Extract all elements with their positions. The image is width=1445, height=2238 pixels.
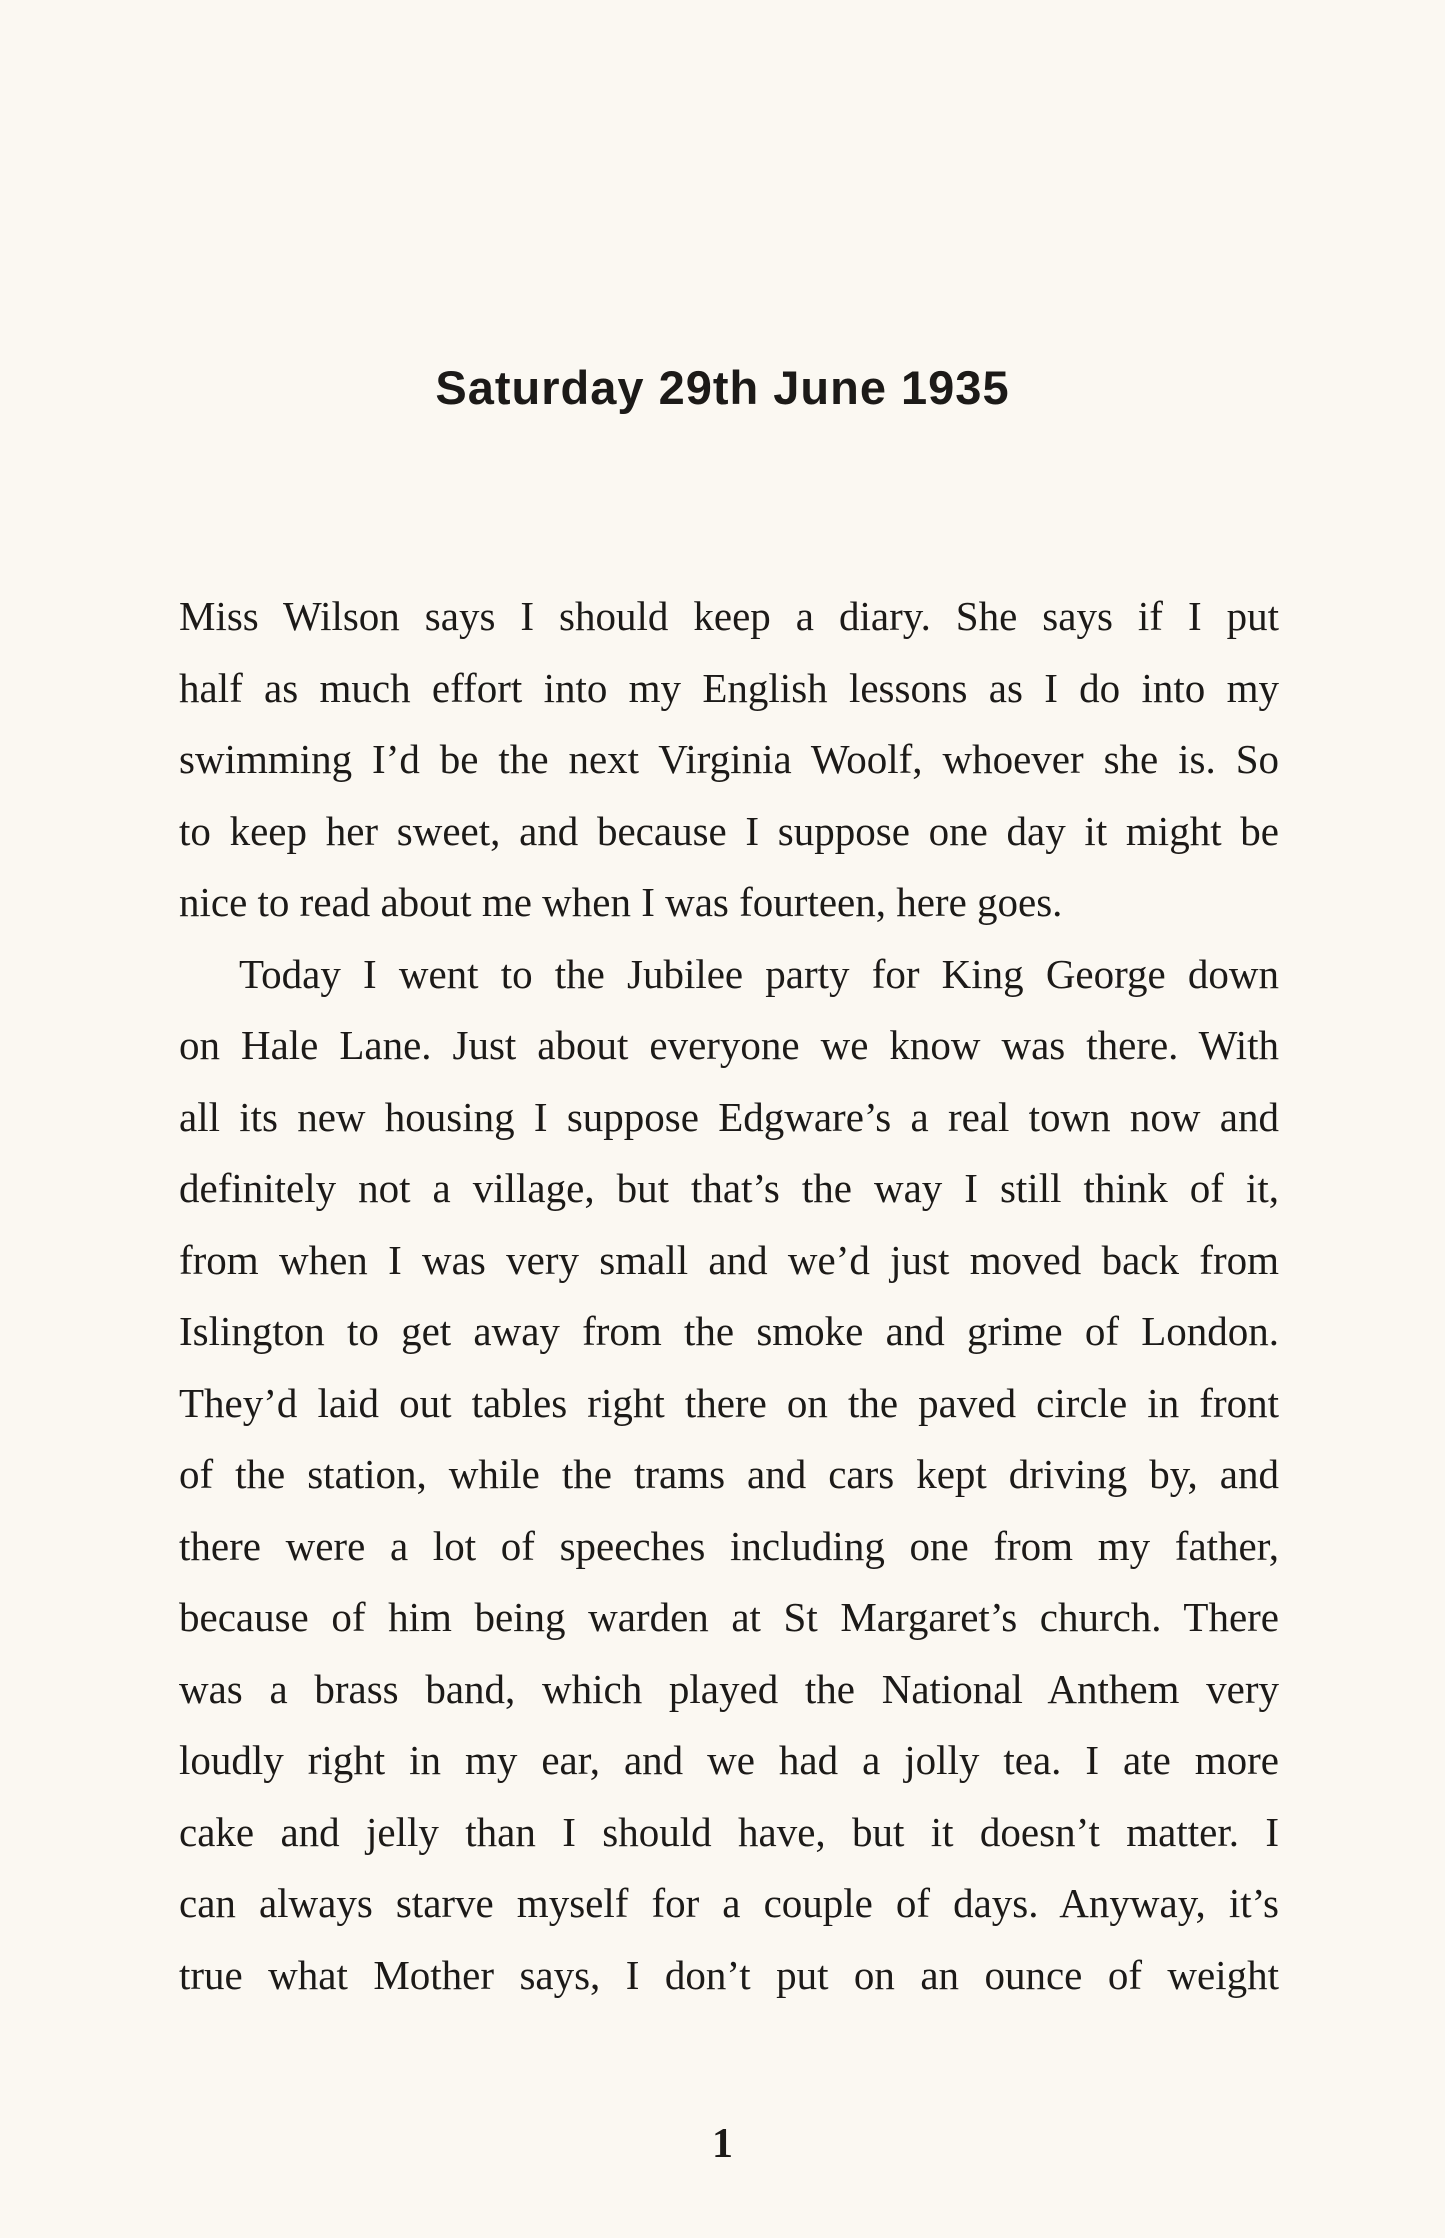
text-line: loudly right in my ear, and we had a jolly tea. I ate more [179, 1737, 1279, 1783]
text-line: there were a lot of speeches including one from my father, [179, 1522, 1279, 1569]
text-line: nice to read about me when I was fourteen, here goes. [179, 879, 1063, 925]
paragraph-1 [179, 581, 1279, 939]
text-line: can always starve myself for a couple of days. Anyway, it’s [179, 1880, 1279, 1926]
text-line: of the station, while the trams and cars kept driving by, and [179, 1451, 1279, 1497]
text-line: true what Mother says, I don’t put on an ounce of weight [179, 1951, 1279, 1998]
text-line: They’d laid out tables right there on the paved circle in front [179, 1379, 1279, 1426]
text-line: on Hale Lane. Just about everyone we know was there. With [179, 1022, 1279, 1068]
text-line: swimming I’d be the next Virginia Woolf, whoever she is. So [179, 736, 1279, 782]
text-line: Miss Wilson says I should keep a diary. She says if I put [179, 593, 1279, 639]
text-line: half as much effort into my English lessons as I do into my [179, 664, 1279, 711]
text-line: Islington to get away from the smoke and grime of London. [179, 1308, 1279, 1354]
text-line: cake and jelly than I should have, but it doesn’t matter. I [179, 1808, 1279, 1855]
text-line: all its new housing I suppose Edgware’s a real town now and [179, 1093, 1279, 1140]
text-line: was a brass band, which played the National Anthem very [179, 1665, 1279, 1712]
page-number: 1 [712, 2121, 733, 2167]
paragraph-2 [179, 939, 1279, 2012]
body-text [179, 581, 1279, 2011]
text-line: Today I went to the Jubilee party for King George down [239, 950, 1279, 997]
text-line: because of him being warden at St Margaret’s church. There [179, 1594, 1279, 1640]
text-line: definitely not a village, but that’s the way I still think of it, [179, 1165, 1279, 1211]
text-line: from when I was very small and we’d just moved back from [179, 1236, 1279, 1283]
text-line: to keep her sweet, and because I suppose one day it might be [179, 807, 1279, 854]
diary-entry-date-heading: Saturday 29th June 1935 [435, 361, 1010, 414]
